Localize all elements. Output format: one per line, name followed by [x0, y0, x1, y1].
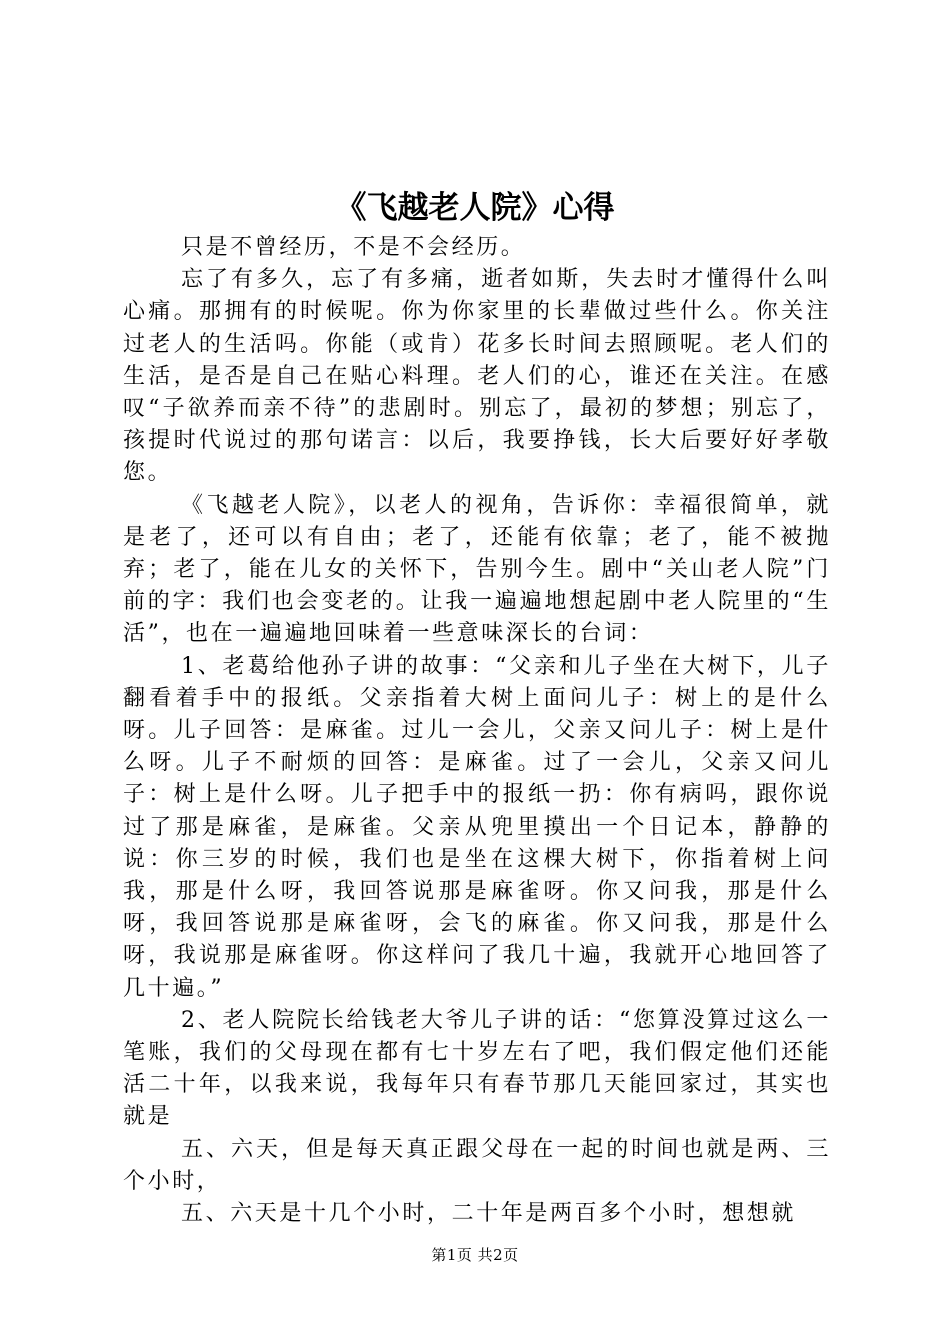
paragraph-7: 五、六天是十几个小时，二十年是两百多个小时，想想就 [181, 1201, 797, 1227]
paragraph-4: 1、老葛给他孙子讲的故事：“父亲和儿子坐在大树下，儿子翻看着手中的报纸。父亲指着大树上面问儿子：树上的是什么呀。儿子回答：是麻雀。过儿一会儿，父亲又问儿子：树上是什么呀。儿子不耐烦的回答：是麻雀。过了一会儿，父亲又问儿子：树上是什么呀。儿子把手中的报纸一扔：你有病吗，跟你说过了那是麻雀，是麻雀。父亲从兜里摸出一个日记本，静静的说：你三岁的时候，我们也是坐在这棵大树下，你指着树上问我，那是什么呀，我回答说那是麻雀呀。你又问我，那是什么呀，我回答说那是麻雀呀，会飞的麻雀。你又问我，那是什么呀，我说那是麻雀呀。你这样问了我几十遍，我就开心地回答了几十遍。” [123, 653, 831, 1001]
paragraph-5: 2、老人院院长给钱老大爷儿子讲的话：“您算没算过这么一笔账，我们的父母现在都有七十岁左右了吧，我们假定他们还能活二十年，以我来说，我每年只有春节那几天能回家过，其实也就是 [123, 1007, 831, 1130]
paragraph-1: 只是不曾经历，不是不会经历。 [181, 235, 526, 260]
document-body [123, 232, 831, 1230]
document-title: 《飞越老人院》心得 [335, 190, 615, 226]
paragraph-6: 五、六天，但是每天真正跟父母在一起的时间也就是两、三个小时， [123, 1136, 831, 1194]
paragraph-3: 《飞越老人院》，以老人的视角，告诉你：幸福很简单，就是老了，还可以有自由；老了，还能有依靠；老了，能不被抛弃；老了，能在儿女的关怀下，告别今生。剧中“关山老人院”门前的字：我们也会变老的。让我一遍遍地想起剧中老人院里的“生活”，也在一遍遍地回味着一些意味深长的台词： [123, 492, 831, 647]
page-footer: 第1页 共2页 [431, 1246, 519, 1264]
paragraph-2: 忘了有多久，忘了有多痛，逝者如斯，失去时才懂得什么叫心痛。那拥有的时候呢。你为你家里的长辈做过些什么。你关注过老人的生活吗。你能（或肯）花多长时间去照顾呢。老人们的生活，是否是自己在贴心料理。老人们的心，谁还在关注。在感叹“子欲养而亲不待”的悲剧时。别忘了，最初的梦想；别忘了，孩提时代说过的那句诺言：以后，我要挣钱，长大后要好好孝敬您。 [123, 267, 831, 486]
